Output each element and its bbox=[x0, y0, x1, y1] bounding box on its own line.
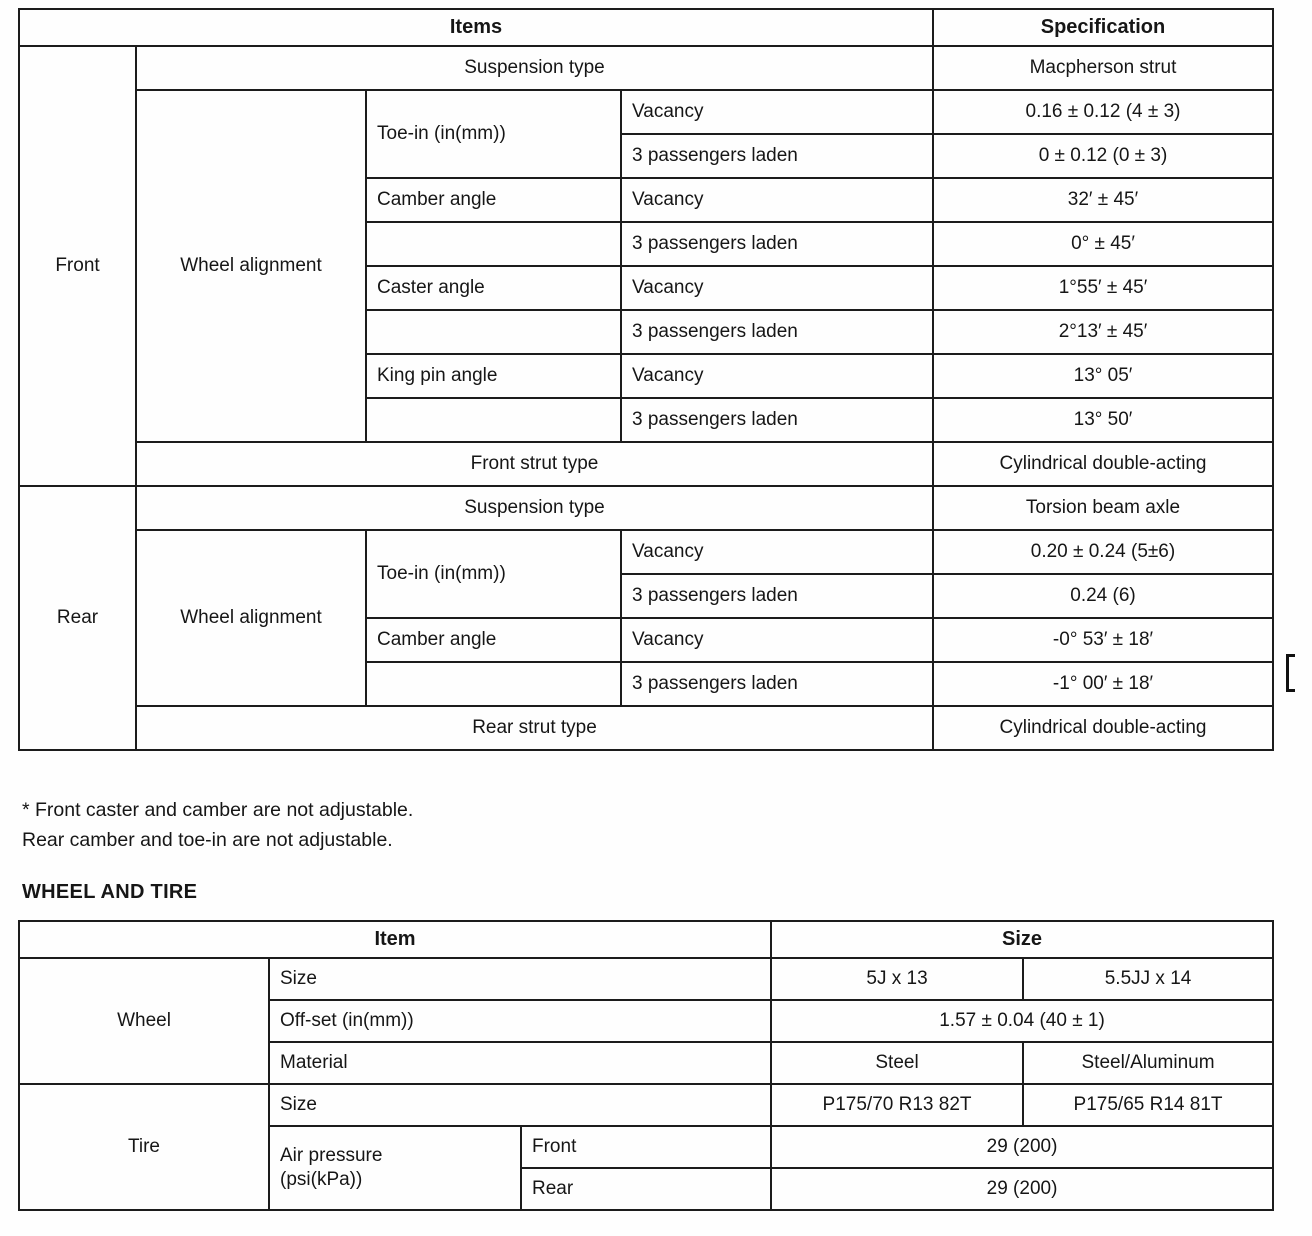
empty-item-cell bbox=[366, 222, 621, 266]
table-row bbox=[19, 958, 1273, 1000]
alignment-item-cell: Toe-in (in(mm)) bbox=[366, 90, 621, 178]
spec-value-cell: 0.20 ± 0.24 (5±6) bbox=[933, 530, 1273, 574]
front-suspension-type-label: Suspension type bbox=[136, 46, 933, 90]
load-condition-cell: Vacancy bbox=[621, 354, 933, 398]
air-pressure-front-label: Front bbox=[521, 1126, 771, 1168]
size-header-cell: Size bbox=[771, 921, 1273, 958]
air-pressure-rear-label: Rear bbox=[521, 1168, 771, 1210]
front-strut-type-label: Front strut type bbox=[136, 442, 933, 486]
empty-item-cell bbox=[366, 310, 621, 354]
front-wheel-alignment-label: Wheel alignment bbox=[136, 90, 366, 442]
alignment-item-cell: Caster angle bbox=[366, 266, 621, 310]
footnote-line: Rear camber and toe-in are not adjustable. bbox=[22, 829, 393, 852]
air-pressure-label-line1: Air pressure bbox=[280, 1144, 383, 1166]
air-pressure-label bbox=[269, 1126, 521, 1210]
rear-suspension-type-label: Suspension type bbox=[136, 486, 933, 530]
item-header-cell: Item bbox=[19, 921, 771, 958]
wheel-and-tire-heading: WHEEL AND TIRE bbox=[22, 881, 198, 904]
spec-value-cell: 0.24 (6) bbox=[933, 574, 1273, 618]
material-label: Material bbox=[269, 1042, 771, 1084]
offset-value: 1.57 ± 0.04 (40 ± 1) bbox=[771, 1000, 1273, 1042]
load-condition-cell: Vacancy bbox=[621, 266, 933, 310]
wheel-section-label: Wheel bbox=[19, 958, 269, 1084]
alignment-item-cell: King pin angle bbox=[366, 354, 621, 398]
suspension-spec-table bbox=[18, 8, 1274, 751]
specification-header-cell: Specification bbox=[933, 9, 1273, 46]
load-condition-cell: Vacancy bbox=[621, 618, 933, 662]
footnotes bbox=[22, 795, 1292, 855]
spec-value-cell: 0° ± 45′ bbox=[933, 222, 1273, 266]
spec-value-cell: 0 ± 0.12 (0 ± 3) bbox=[933, 134, 1273, 178]
rear-section-label: Rear bbox=[19, 486, 136, 750]
scan-artifact bbox=[1286, 654, 1295, 692]
table-header-row bbox=[19, 921, 1273, 958]
load-condition-cell: 3 passengers laden bbox=[621, 222, 933, 266]
air-pressure-rear-value: 29 (200) bbox=[771, 1168, 1273, 1210]
spec-value-cell: 2°13′ ± 45′ bbox=[933, 310, 1273, 354]
spec-value-cell: 0.16 ± 0.12 (4 ± 3) bbox=[933, 90, 1273, 134]
tire-section-label: Tire bbox=[19, 1084, 269, 1210]
tire-size-label: Size bbox=[269, 1084, 771, 1126]
alignment-item-cell: Camber angle bbox=[366, 618, 621, 662]
load-condition-cell: 3 passengers laden bbox=[621, 310, 933, 354]
air-pressure-front-value: 29 (200) bbox=[771, 1126, 1273, 1168]
spec-value-cell: 13° 05′ bbox=[933, 354, 1273, 398]
spec-value-cell: 32′ ± 45′ bbox=[933, 178, 1273, 222]
tire-size-value-13: P175/70 R13 82T bbox=[771, 1084, 1023, 1126]
table-row bbox=[19, 442, 1273, 486]
spec-value-cell: -0° 53′ ± 18′ bbox=[933, 618, 1273, 662]
alignment-item-cell: Toe-in (in(mm)) bbox=[366, 530, 621, 618]
load-condition-cell: 3 passengers laden bbox=[621, 574, 933, 618]
wheel-size-label: Size bbox=[269, 958, 771, 1000]
front-suspension-type-value: Macpherson strut bbox=[933, 46, 1273, 90]
rear-strut-type-value: Cylindrical double-acting bbox=[933, 706, 1273, 750]
rear-suspension-type-value: Torsion beam axle bbox=[933, 486, 1273, 530]
load-condition-cell: Vacancy bbox=[621, 90, 933, 134]
spec-value-cell: -1° 00′ ± 18′ bbox=[933, 662, 1273, 706]
wheel-size-value-13: 5J x 13 bbox=[771, 958, 1023, 1000]
table-row bbox=[19, 46, 1273, 90]
table-header-row bbox=[19, 9, 1273, 46]
offset-label: Off-set (in(mm)) bbox=[269, 1000, 771, 1042]
footnote-line: * Front caster and camber are not adjustable. bbox=[22, 799, 414, 821]
material-value-steel: Steel bbox=[771, 1042, 1023, 1084]
empty-item-cell bbox=[366, 398, 621, 442]
table-row bbox=[19, 1084, 1273, 1126]
table-row bbox=[19, 530, 1273, 574]
alignment-item-cell: Camber angle bbox=[366, 178, 621, 222]
front-section-label: Front bbox=[19, 46, 136, 486]
front-strut-type-value: Cylindrical double-acting bbox=[933, 442, 1273, 486]
empty-item-cell bbox=[366, 662, 621, 706]
load-condition-cell: Vacancy bbox=[621, 530, 933, 574]
spec-value-cell: 1°55′ ± 45′ bbox=[933, 266, 1273, 310]
table-row bbox=[19, 706, 1273, 750]
load-condition-cell: Vacancy bbox=[621, 178, 933, 222]
table-row bbox=[19, 486, 1273, 530]
tire-size-value-14: P175/65 R14 81T bbox=[1023, 1084, 1273, 1126]
air-pressure-label-line2: (psi(kPa)) bbox=[280, 1169, 363, 1191]
items-header-cell: Items bbox=[19, 9, 933, 46]
rear-wheel-alignment-label: Wheel alignment bbox=[136, 530, 366, 706]
wheel-size-value-14: 5.5JJ x 14 bbox=[1023, 958, 1273, 1000]
table-row bbox=[19, 90, 1273, 134]
load-condition-cell: 3 passengers laden bbox=[621, 134, 933, 178]
load-condition-cell: 3 passengers laden bbox=[621, 398, 933, 442]
material-value-aluminum: Steel/Aluminum bbox=[1023, 1042, 1273, 1084]
load-condition-cell: 3 passengers laden bbox=[621, 662, 933, 706]
wheel-tire-table bbox=[18, 920, 1274, 1211]
spec-value-cell: 13° 50′ bbox=[933, 398, 1273, 442]
rear-strut-type-label: Rear strut type bbox=[136, 706, 933, 750]
